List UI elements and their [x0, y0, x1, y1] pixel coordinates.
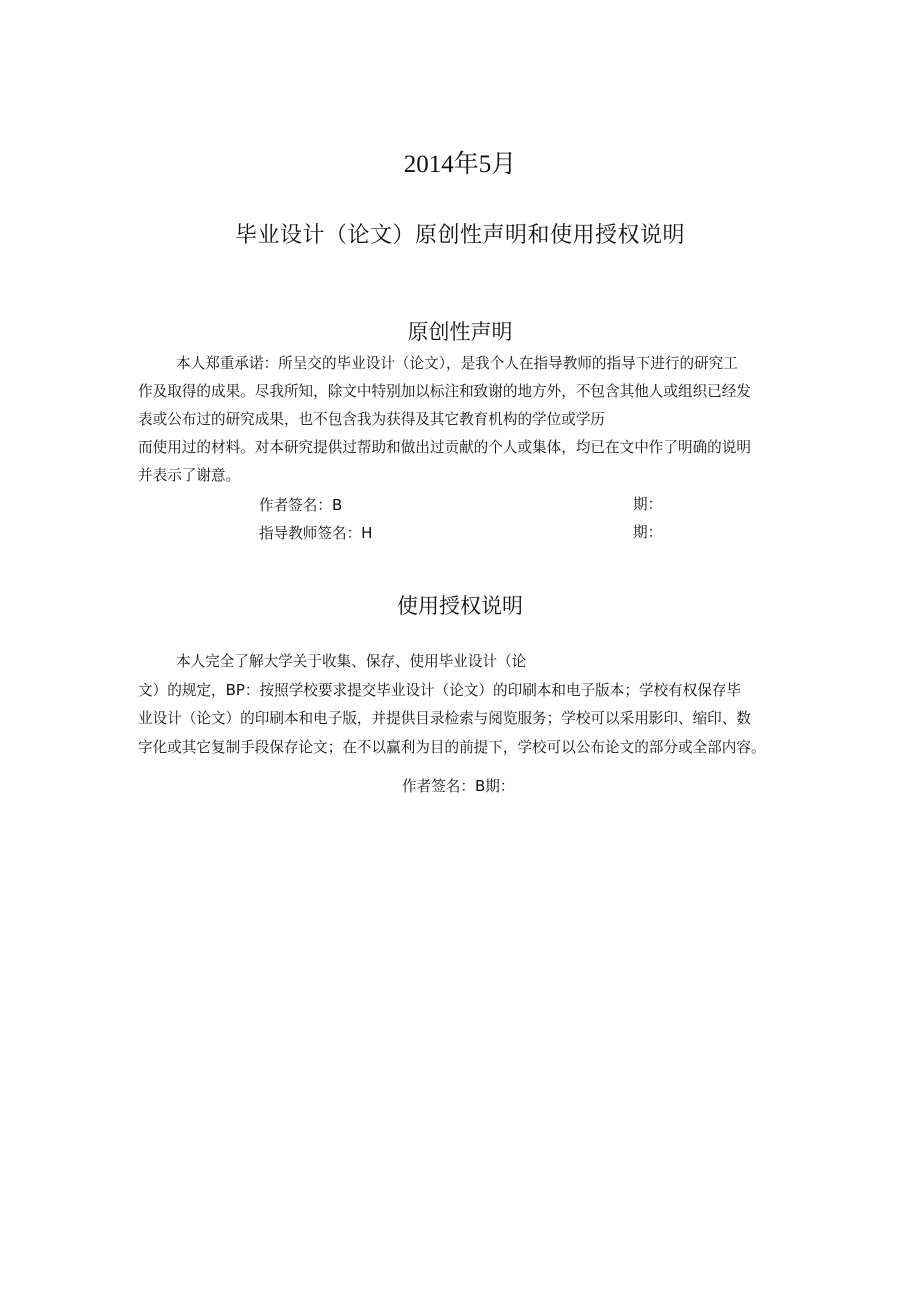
originality-line-5: 并表示了谢意。	[138, 467, 241, 484]
authorization-line-2	[138, 680, 741, 701]
authorization-date-label: 期：	[485, 778, 515, 795]
authorization-line-2-bp: BP	[225, 681, 245, 699]
authorization-line-4: 字化或其它复制手段保存论文；在不以赢利为目的前提下，学校可以公布论文的部分或全部内容。	[138, 739, 766, 756]
authorization-signature-value: B	[474, 777, 486, 795]
author-date-label: 期：	[633, 496, 663, 513]
originality-line-2: 作及取得的成果。尽我所知，除文中特别加以标注和致谢的地方外，不包含其他人或组织已经发	[138, 383, 751, 400]
advisor-date-label: 期：	[633, 524, 663, 541]
author-signature-value: B	[331, 496, 343, 514]
authorization-line-3: 业设计（论文）的印刷本和电子版，并提供目录检索与阅览服务；学校可以采用影印、缩印、数	[138, 710, 751, 727]
originality-line-1: 本人郑重承诺：所呈交的毕业设计（论文），是我个人在指导教师的指导下进行的研究工	[176, 355, 738, 372]
main-title: 毕业设计（论文）原创性声明和使用授权说明	[234, 223, 685, 248]
authorization-line-1: 本人完全了解大学关于收集、保存、使用毕业设计（论	[176, 653, 527, 670]
authorization-heading: 使用授权说明	[397, 594, 523, 618]
advisor-signature-label: 指导教师签名：	[259, 525, 362, 542]
author-signature-label: 作者签名：	[259, 497, 332, 514]
authorization-line-2-rest: ：按照学校要求提交毕业设计（论文）的印刷本和电子版本；学校有权保存毕	[244, 682, 742, 699]
authorization-signature-label: 作者签名：	[402, 778, 475, 795]
originality-line-4: 而使用过的材料。对本研究提供过帮助和做出过贡献的个人或集体，均已在文中作了明确的说明	[138, 439, 751, 456]
originality-heading: 原创性声明	[407, 320, 513, 344]
author-signature	[259, 495, 342, 516]
originality-line-3: 表或公布过的研究成果，也不包含我为获得及其它教育机构的学位或学历	[138, 411, 606, 428]
authorization-line-2-start: 文）的规定，	[138, 682, 226, 699]
advisor-signature-value: H	[361, 524, 373, 542]
document-date: 2014年5月	[403, 151, 517, 178]
advisor-signature	[259, 523, 372, 544]
authorization-signature	[402, 776, 514, 797]
